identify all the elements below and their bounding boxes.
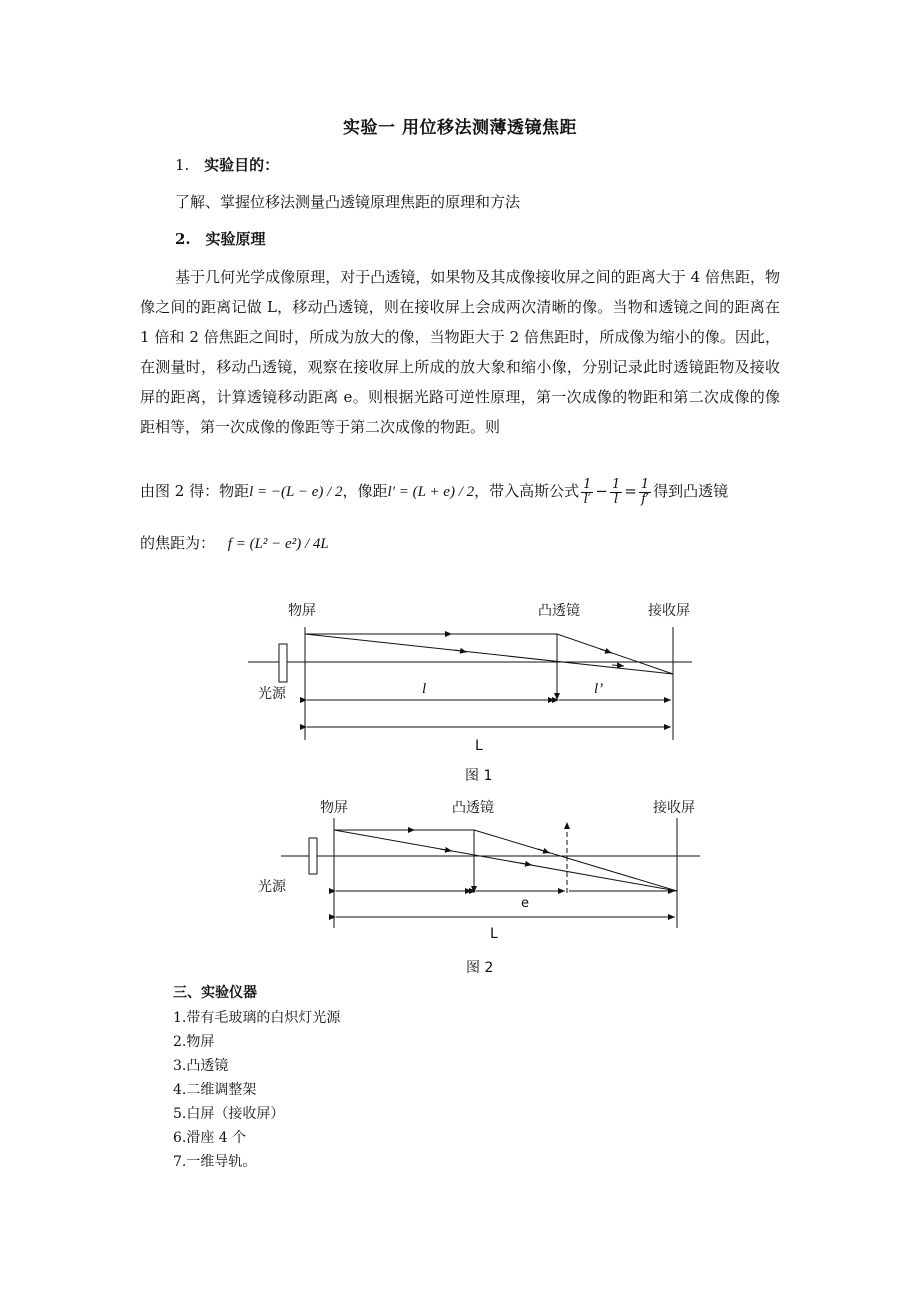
figure-1-diagram [0, 590, 920, 790]
page-title: 实验一 用位移法测薄透镜焦距 [343, 118, 577, 138]
section1-text: 了解、掌握位移法测量凸透镜原理焦距的原理和方法 [175, 193, 521, 211]
list-item: 4.二维调整架 [173, 1082, 257, 1098]
fig1-ray-arrow-2 [600, 649, 612, 653]
fig2-ray-arrow-2 [538, 849, 550, 853]
fig2-light-source-label: 光源 [258, 879, 286, 895]
fig1-receiver-label: 接收屏 [648, 603, 690, 619]
fig2-e-label: e [521, 896, 529, 911]
section2-title: 实验原理 [205, 230, 266, 248]
focal-length-line [140, 532, 329, 553]
fig1-l-label: l [422, 681, 427, 697]
fig1-ray-central [305, 634, 673, 674]
image-distance-formula: l′ = (L + e) / 2 [387, 484, 475, 500]
equals-sign: = [624, 482, 637, 500]
section2-heading [175, 224, 265, 254]
gauss-fraction-1: $\frac{1}{l'}$ [583, 476, 592, 507]
fig2-caption: 图 2 [466, 960, 494, 976]
list-item: 5.白屏（接收屏） [173, 1106, 285, 1122]
fig1-lens-label: 凸透镜 [538, 603, 580, 619]
section1-title: 实验目的： [204, 156, 280, 174]
instrument-list [173, 1006, 340, 1174]
section3-heading: 三、实验仪器 [173, 985, 257, 1001]
fig1-ray-arrow-4 [612, 665, 624, 666]
principle-paragraph: 基于几何光学成像原理，对于凸透镜，如果物及其成像接收屏之间的距离大于 4 倍焦距，物像之间的距离记做 L，移动凸透镜，则在接收屏上会成两次清晰的像。当物和透镜之间的距离在 1 倍和 2 倍焦距之间时，所成为放大的像，当物距大于 2 倍焦距时，所成像为缩小的像。因此，在测量时，移动凸透镜，观察在接收屏上所成的放大象和缩小像，分别记录此时透镜距物及接收屏的距离，计算透镜移动距离 e。则根据光路可逆性原理，第一次成像的物距和第二次成像的像距相等，第一次成像的像距等于第二次成像的物距。则 [140, 268, 780, 436]
fig2-lens-label: 凸透镜 [452, 800, 494, 816]
list-item: 7.一维导轨。 [173, 1154, 257, 1170]
fig2-light-source [309, 838, 317, 874]
fig1-lprime-label: l’ [594, 681, 604, 697]
fig2-object-screen-label: 物屏 [320, 800, 348, 816]
fig2-receiver-label: 接收屏 [653, 800, 695, 816]
section1-number: 1. [175, 156, 190, 174]
formula-line [140, 476, 790, 507]
formula-text-2: ，像距 [342, 482, 388, 500]
focal-formula: f = (L² − e²) / 4L [227, 536, 329, 552]
minus-sign: − [595, 482, 608, 500]
section2-number: 2. [175, 230, 191, 248]
list-item: 2.物屏 [173, 1034, 215, 1050]
fig1-caption: 图 1 [465, 768, 493, 784]
formula-text-1: 由图 2 得：物距 [140, 482, 250, 500]
formula-text-4: 得到凸透镜 [653, 482, 729, 500]
focal-label: 的焦距为： [140, 534, 216, 552]
gauss-fraction-2: $\frac{1}{l}$ [612, 476, 621, 507]
fig2-ray-arrow-4 [520, 863, 532, 865]
object-distance-formula: l = −(L − e) / 2 [249, 484, 343, 500]
figure-2-diagram [0, 790, 920, 980]
formula-text-3: ，带入高斯公式 [474, 482, 580, 500]
fig1-light-source [279, 644, 287, 682]
fig2-ray-arrow-3 [440, 849, 452, 851]
list-item: 6.滑座 4 个 [173, 1130, 247, 1146]
section1-heading [175, 150, 279, 180]
list-item: 3.凸透镜 [173, 1058, 229, 1074]
fig1-light-source-label: 光源 [258, 686, 286, 702]
fig1-L-label: L [475, 738, 483, 754]
fig1-object-screen-label: 物屏 [288, 603, 316, 619]
fig2-L-label: L [490, 926, 498, 942]
list-item: 1.带有毛玻璃的白炽灯光源 [173, 1010, 341, 1026]
gauss-fraction-3: $\frac{1}{f'}$ [640, 476, 650, 507]
